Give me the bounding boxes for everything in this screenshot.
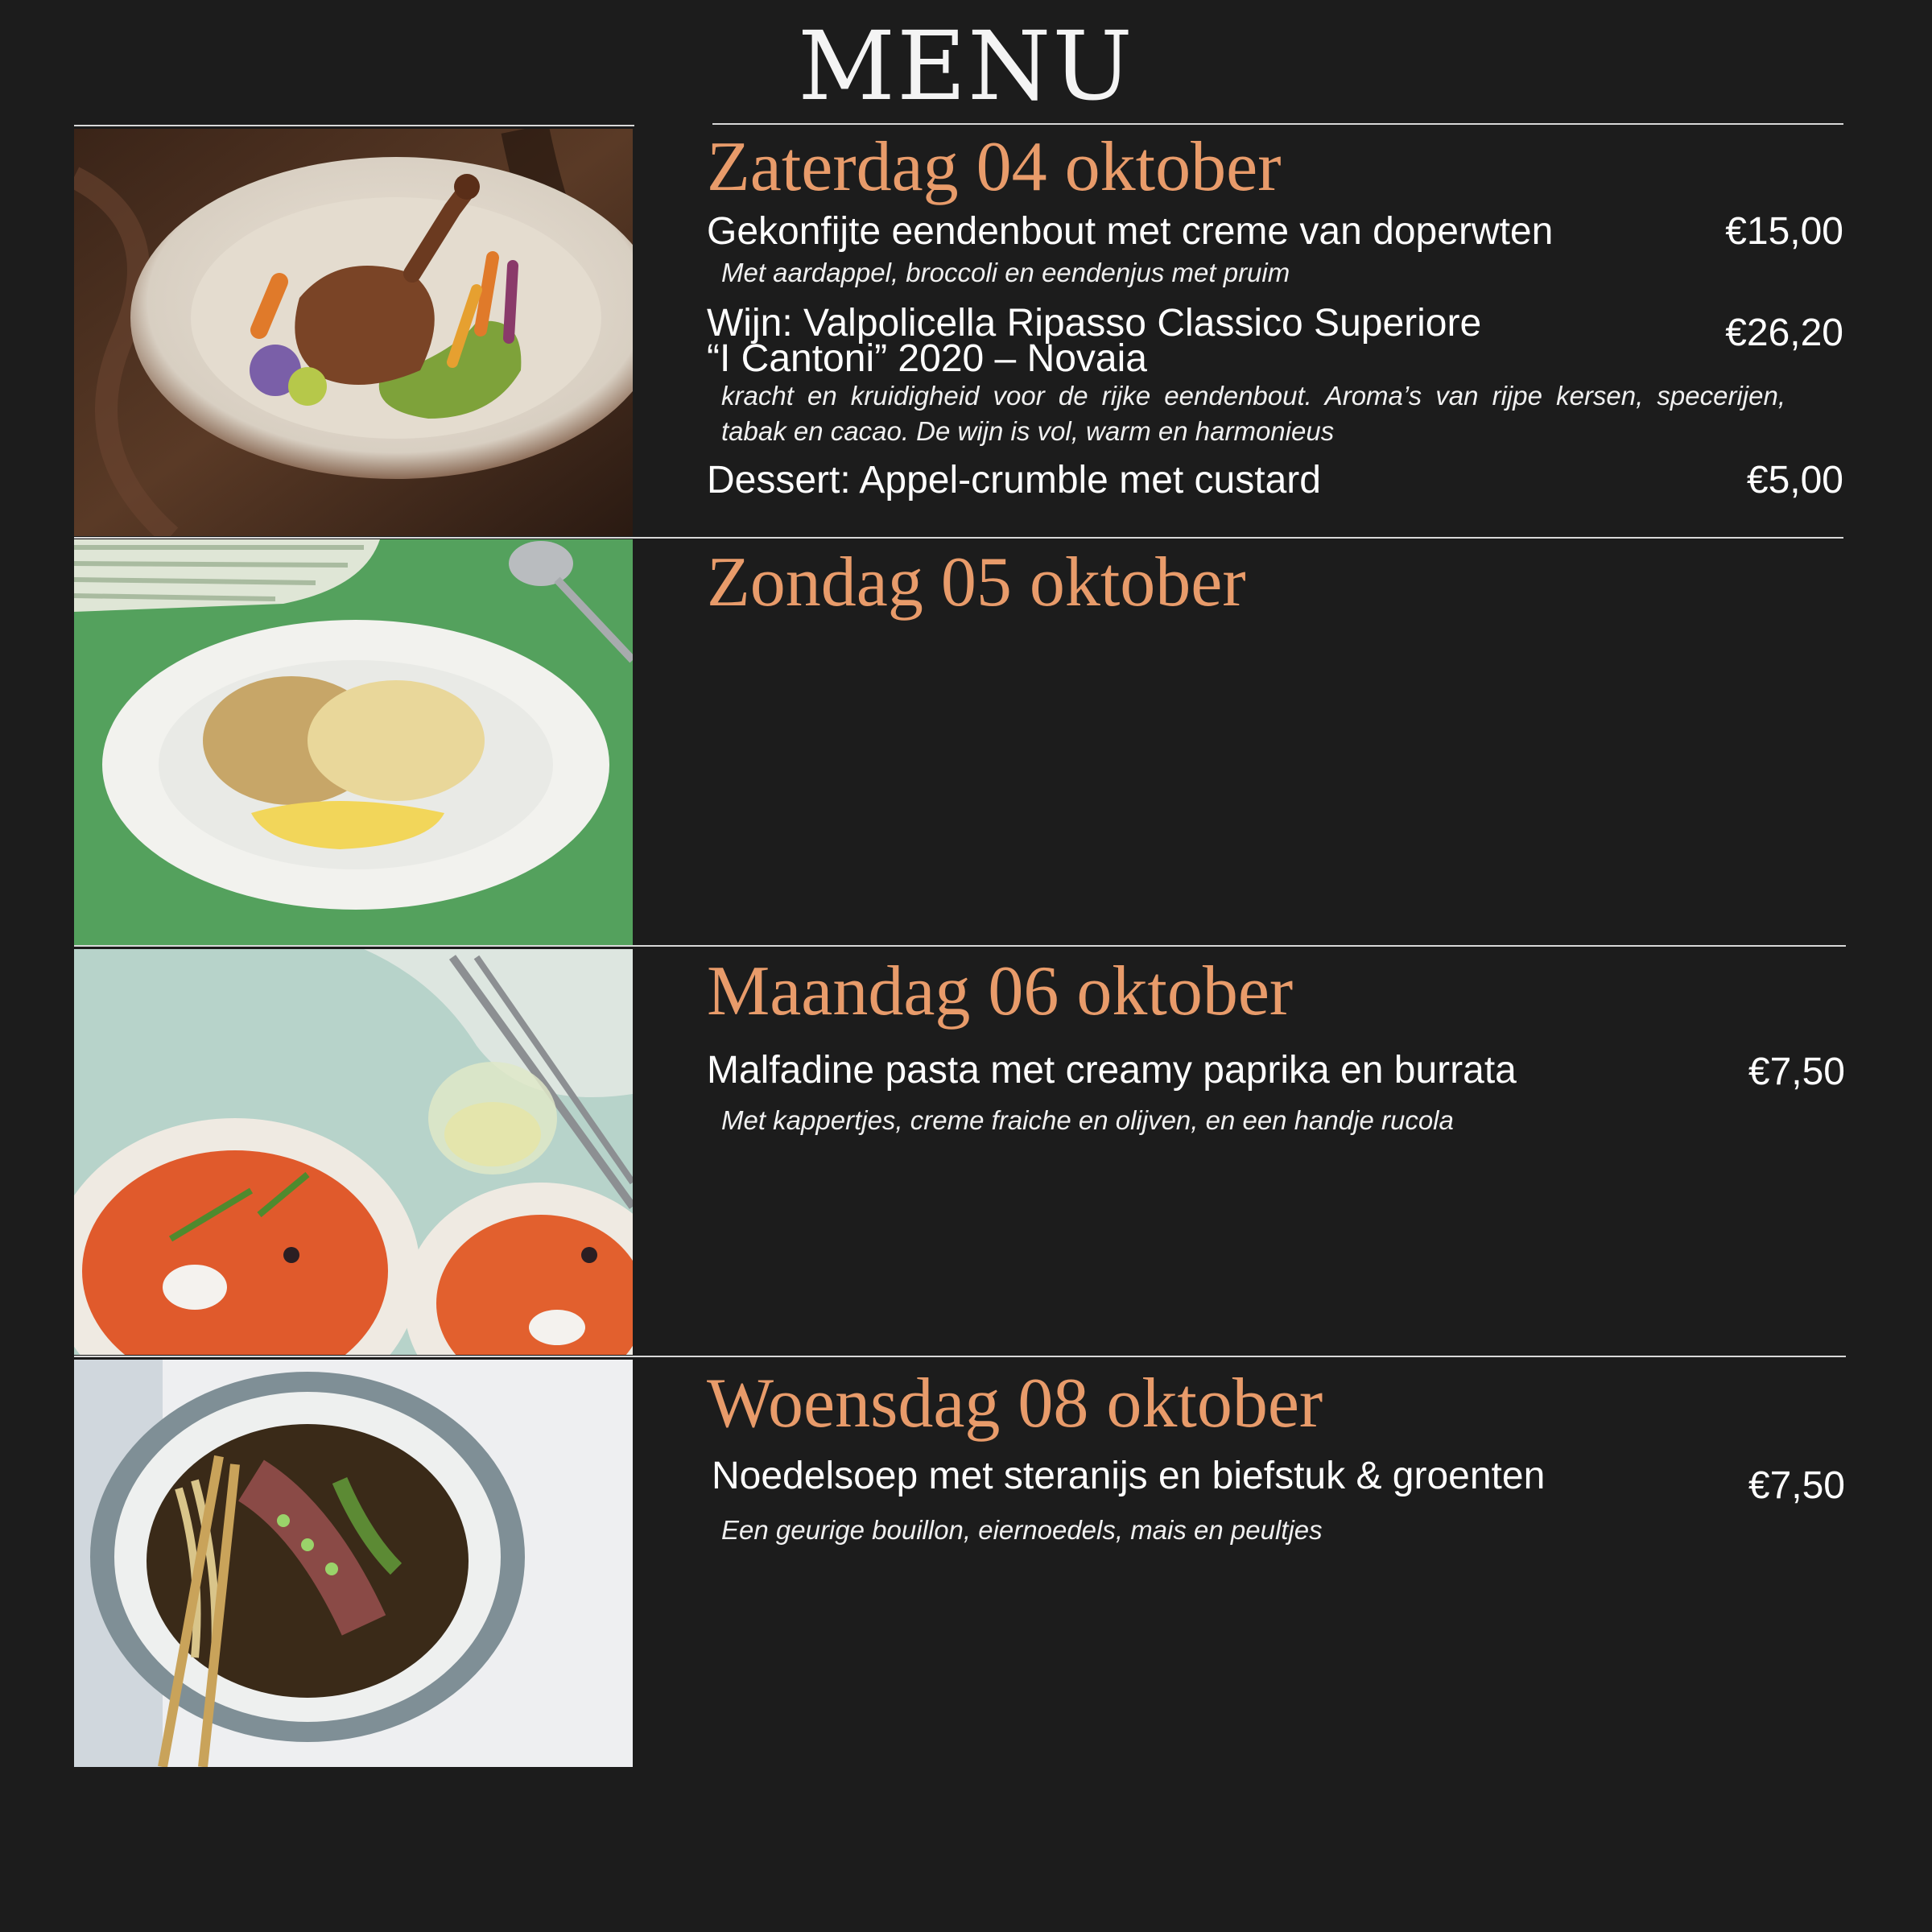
dish-description: Met aardappel, broccoli en eendenjus met pruim — [721, 258, 1290, 287]
dish-price: €15,00 — [1725, 210, 1843, 253]
wine-name-line: “I Cantoni” 2020 – Novaia — [707, 337, 1147, 380]
day-title-saturday: Zaterdag 04 oktober — [707, 128, 1282, 206]
dish-name: Gekonfijte eendenbout met creme van doperwten — [707, 210, 1554, 253]
pasta-plate-photo — [74, 949, 633, 1355]
divider — [712, 123, 1843, 125]
day-title-wednesday: Woensdag 08 oktober — [707, 1364, 1323, 1443]
dish-price: €7,50 — [1748, 1051, 1845, 1093]
dish-description: Met kappertjes, creme fraiche en olijven, en een handje rucola — [721, 1105, 1454, 1135]
dish-price: €7,50 — [1748, 1464, 1845, 1507]
dish-description: Een geurige bouillon, eiernoedels, mais en peultjes — [721, 1515, 1323, 1545]
day-title-monday: Maandag 06 oktober — [707, 952, 1294, 1030]
wine-description: kracht en kruidigheid voor de rijke eendenbout. Aroma’s van rijpe kersen, specerijen, tabak en cacao. De wijn is vol, warm en harmonieus — [721, 381, 1785, 446]
divider — [74, 1356, 1846, 1357]
dish-name: Noedelsoep met steranijs en biefstuk & groenten — [712, 1455, 1546, 1497]
noodle-soup-photo — [74, 1360, 633, 1767]
page-title: MENU — [798, 10, 1134, 122]
dish-name: Malfadine pasta met creamy paprika en burrata — [707, 1049, 1517, 1092]
wine-name — [707, 302, 1482, 380]
dessert-price: €5,00 — [1746, 459, 1843, 502]
day-title-sunday: Zondag 05 oktober — [707, 543, 1246, 621]
dessert-name: Dessert: Appel-crumble met custard — [707, 459, 1321, 502]
divider — [74, 945, 1846, 947]
apple-crumble-photo — [74, 539, 633, 945]
wine-name-line: Wijn: Valpolicella Ripasso Classico Superiore — [707, 302, 1482, 345]
divider — [74, 537, 1843, 539]
wine-price: €26,20 — [1725, 312, 1843, 354]
duck-leg-plate-photo — [74, 129, 633, 536]
divider — [74, 125, 634, 126]
